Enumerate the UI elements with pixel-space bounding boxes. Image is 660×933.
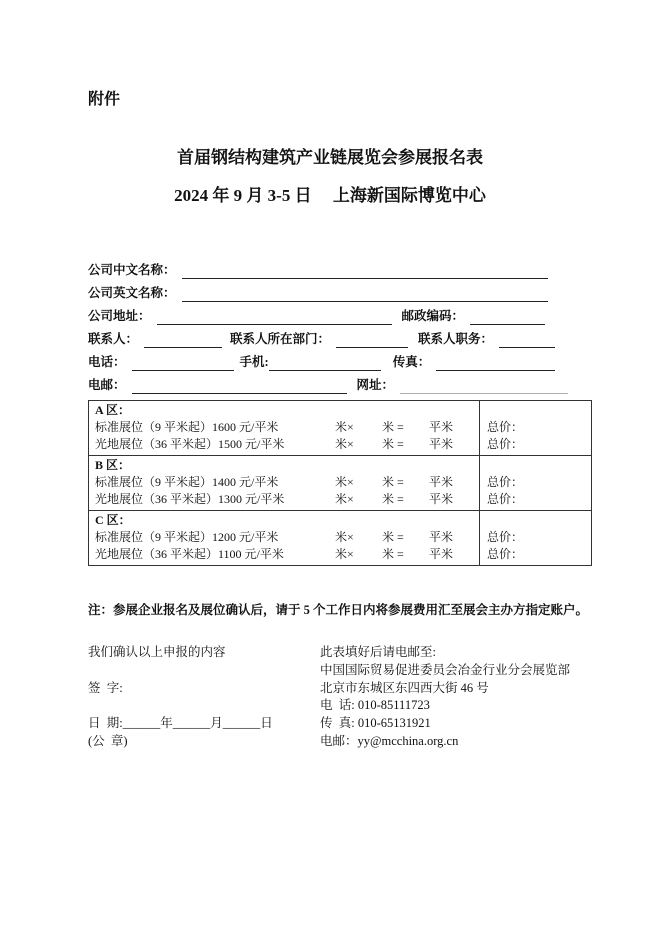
sqm-label: 平米 <box>429 420 454 434</box>
meters-eq: 米 = <box>382 437 404 451</box>
zone-a-standard-row <box>95 419 479 436</box>
total-label: 总价： <box>487 437 524 451</box>
phone-blank-line <box>132 357 234 371</box>
zone-a-section <box>89 401 591 456</box>
signature-label: 签 字: <box>88 680 123 695</box>
zone-c-total-cell <box>479 511 591 565</box>
sqm-label: 平米 <box>429 437 454 451</box>
form-row-contact <box>88 325 555 348</box>
form-row-company-en <box>88 279 548 302</box>
organizer-name: 中国国际贸易促进委员会冶金行业分会展览部 <box>319 662 570 677</box>
date-line: 日 期:______年______月______日 <box>88 716 273 731</box>
sqm-label: 平米 <box>429 475 454 489</box>
contact-blank-line <box>144 334 222 348</box>
mobile-blank-line <box>269 357 381 371</box>
sqm-label: 平米 <box>429 530 454 544</box>
total-label: 总价： <box>487 420 524 434</box>
total-spacer <box>487 402 591 419</box>
total-spacer <box>487 512 591 529</box>
dept-blank-line <box>336 334 408 348</box>
mobile-label: 手机: <box>239 355 269 369</box>
organizer-tel: 电 话: 010-85111723 <box>319 698 430 713</box>
form-row-phone <box>88 348 555 371</box>
page-title: 首届钢结构建筑产业链展览会参展报名表 <box>177 148 483 167</box>
meters-x: 米× <box>335 530 354 544</box>
company-en-blank-line <box>182 288 548 302</box>
booth-desc: 光地展位（36 平米起）1300 元/平米 <box>95 492 285 506</box>
document-title-block <box>0 148 660 206</box>
postcode-label: 邮政编码： <box>401 309 465 323</box>
postcode-blank-line <box>470 311 545 325</box>
fax-label: 传真： <box>392 355 431 369</box>
total-label: 总价： <box>487 475 524 489</box>
booth-desc: 标准展位（9 平米起）1600 元/平米 <box>95 420 279 434</box>
website-blank-line <box>400 380 568 394</box>
send-to-label: 此表填好后请电邮至: <box>319 645 436 659</box>
zone-b-left-cell <box>89 456 479 510</box>
dept-label: 联系人所在部门： <box>230 332 331 346</box>
phone-label: 电话： <box>88 355 126 369</box>
organizer-fax: 传 真: 010-65131921 <box>319 716 431 731</box>
meters-x: 米× <box>335 475 354 489</box>
zone-c-name: C 区： <box>95 513 131 527</box>
job-title-label: 联系人职务： <box>418 332 494 346</box>
meters-x: 米× <box>335 492 354 506</box>
sqm-label: 平米 <box>429 547 454 561</box>
total-spacer <box>487 457 591 474</box>
meters-eq: 米 = <box>382 492 404 506</box>
payment-note: 注：参展企业报名及展位确认后，请于 5 个工作日内将参展费用汇至展会主办方指定账户。 <box>88 603 589 617</box>
zone-a-name: A 区： <box>95 403 131 417</box>
page-subtitle: 2024 年 9 月 3-5 日 上海新国际博览中心 <box>174 186 486 205</box>
company-cn-blank-line <box>182 265 548 279</box>
booth-desc: 光地展位（36 平米起）1100 元/平米 <box>95 547 284 561</box>
meters-eq: 米 = <box>382 547 404 561</box>
zone-c-standard-row <box>95 529 479 546</box>
meters-x: 米× <box>335 547 354 561</box>
fax-blank-line <box>436 357 555 371</box>
email-label: 电邮： <box>88 378 126 392</box>
company-seal-label: (公 章) <box>88 733 128 748</box>
booth-desc: 光地展位（36 平米起）1500 元/平米 <box>95 437 285 451</box>
address-label: 公司地址： <box>88 309 151 323</box>
zone-b-rawspace-row <box>95 491 479 508</box>
organizer-email: 电邮：yy@mcchina.org.cn <box>319 733 459 748</box>
organizer-contact-block <box>320 644 570 751</box>
meters-eq: 米 = <box>382 530 404 544</box>
confirmation-block <box>88 644 320 751</box>
form-row-company-cn <box>88 256 548 279</box>
zone-a-rawspace-row <box>95 436 479 453</box>
address-blank-line <box>157 311 392 325</box>
company-en-label: 公司英文名称： <box>88 286 176 300</box>
form-row-address <box>88 302 545 325</box>
job-title-blank-line <box>499 334 555 348</box>
zone-c-left-cell <box>89 511 479 565</box>
organizer-address: 北京市东城区东四西大街 46 号 <box>319 680 489 695</box>
booth-desc: 标准展位（9 平米起）1400 元/平米 <box>95 475 279 489</box>
form-row-email <box>88 371 568 394</box>
zone-c-section <box>89 511 591 565</box>
total-label: 总价： <box>487 530 524 544</box>
contact-label: 联系人： <box>88 332 139 346</box>
zone-b-total-cell <box>479 456 591 510</box>
zone-a-left-cell <box>89 401 479 455</box>
zone-b-section <box>89 456 591 511</box>
meters-eq: 米 = <box>382 420 404 434</box>
footer-section <box>88 644 570 751</box>
zone-a-total-cell <box>479 401 591 455</box>
website-label: 网址： <box>356 378 395 392</box>
zone-c-rawspace-row <box>95 546 479 563</box>
zone-b-name: B 区： <box>95 458 131 472</box>
confirm-statement: 我们确认以上申报的内容 <box>88 645 226 659</box>
company-cn-label: 公司中文名称： <box>88 263 176 277</box>
meters-x: 米× <box>335 437 354 451</box>
booth-price-table <box>88 400 592 566</box>
zone-b-standard-row <box>95 474 479 491</box>
meters-eq: 米 = <box>382 475 404 489</box>
email-blank-line <box>132 380 347 394</box>
total-label: 总价： <box>487 492 524 506</box>
meters-x: 米× <box>335 420 354 434</box>
total-label: 总价： <box>487 547 524 561</box>
registration-form <box>88 256 570 394</box>
spacer-line <box>88 662 320 680</box>
sqm-label: 平米 <box>429 492 454 506</box>
attachment-label: 附件 <box>88 91 121 108</box>
spacer-line <box>88 697 320 715</box>
booth-desc: 标准展位（9 平米起）1200 元/平米 <box>95 530 279 544</box>
